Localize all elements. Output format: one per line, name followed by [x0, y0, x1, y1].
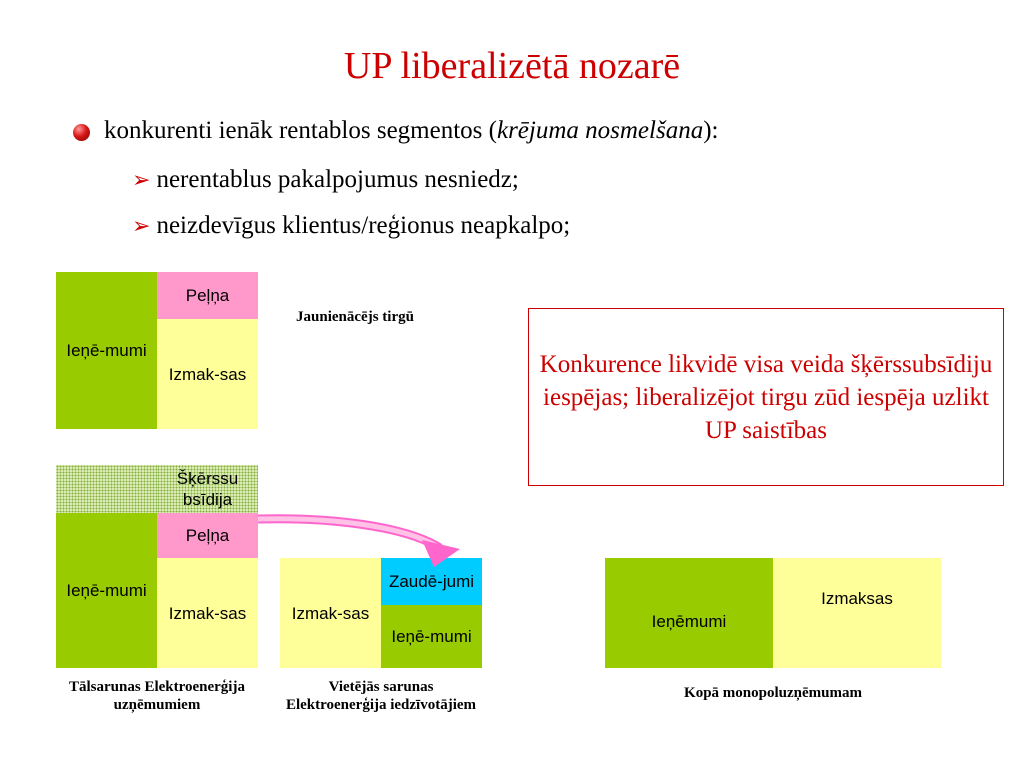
bullet-text-start: konkurenti ienāk rentablos segmentos (	[104, 117, 497, 144]
entrant-costs-box: Izmak-sas	[157, 319, 258, 429]
monopoly-caption: Kopā monopoluzņēmumam	[684, 685, 862, 701]
arrow-bullet-icon: ➢	[132, 213, 151, 238]
long-distance-costs-box: Izmak-sas	[157, 558, 258, 668]
local-revenue-box: Ieņē-mumi	[381, 605, 482, 668]
long-distance-caption: Tālsarunas Elektroenerģija uzņēmumiem	[69, 679, 245, 713]
entrant-profit-box: Peļņa	[157, 272, 258, 319]
local-costs-box: Izmak-sas	[280, 558, 381, 668]
entrant-label: Jaunienācējs tirgū	[296, 309, 414, 325]
bullet-text-end: ):	[703, 117, 719, 144]
local-caption: Vietējās sarunas Elektroenerģija iedzīvotājiem	[285, 679, 477, 713]
monopoly-revenue-box: Ieņēmumi	[605, 558, 773, 668]
arrow-bullet-icon: ➢	[132, 167, 151, 192]
long-distance-profit-box: Peļņa	[157, 513, 258, 558]
entrant-revenue-box: Ieņē-mumi	[56, 272, 157, 429]
sub-bullet-text: nerentablus pakalpojumus nesniedz;	[156, 166, 519, 193]
competition-note: Konkurence likvidē visa veida šķērssubsīdiju iespējas; liberalizējot tirgu zūd iespēja uzlikt UP saistības	[528, 308, 1004, 486]
long-distance-revenue-box: Ieņē-mumi	[56, 513, 157, 668]
monopoly-costs-box: Izmaksas	[773, 558, 941, 668]
long-distance-subsidy-box: Šķērssu bsīdija	[157, 465, 258, 513]
sub-bullet-text: neizdevīgus klientus/reģionus neapkalpo;	[156, 212, 571, 239]
bullet-text-italic: krējuma nosmelšana	[496, 117, 704, 144]
local-loss-box: Zaudē-jumi	[381, 558, 482, 605]
slide-title: UP liberalizētā nozarē	[343, 45, 681, 87]
